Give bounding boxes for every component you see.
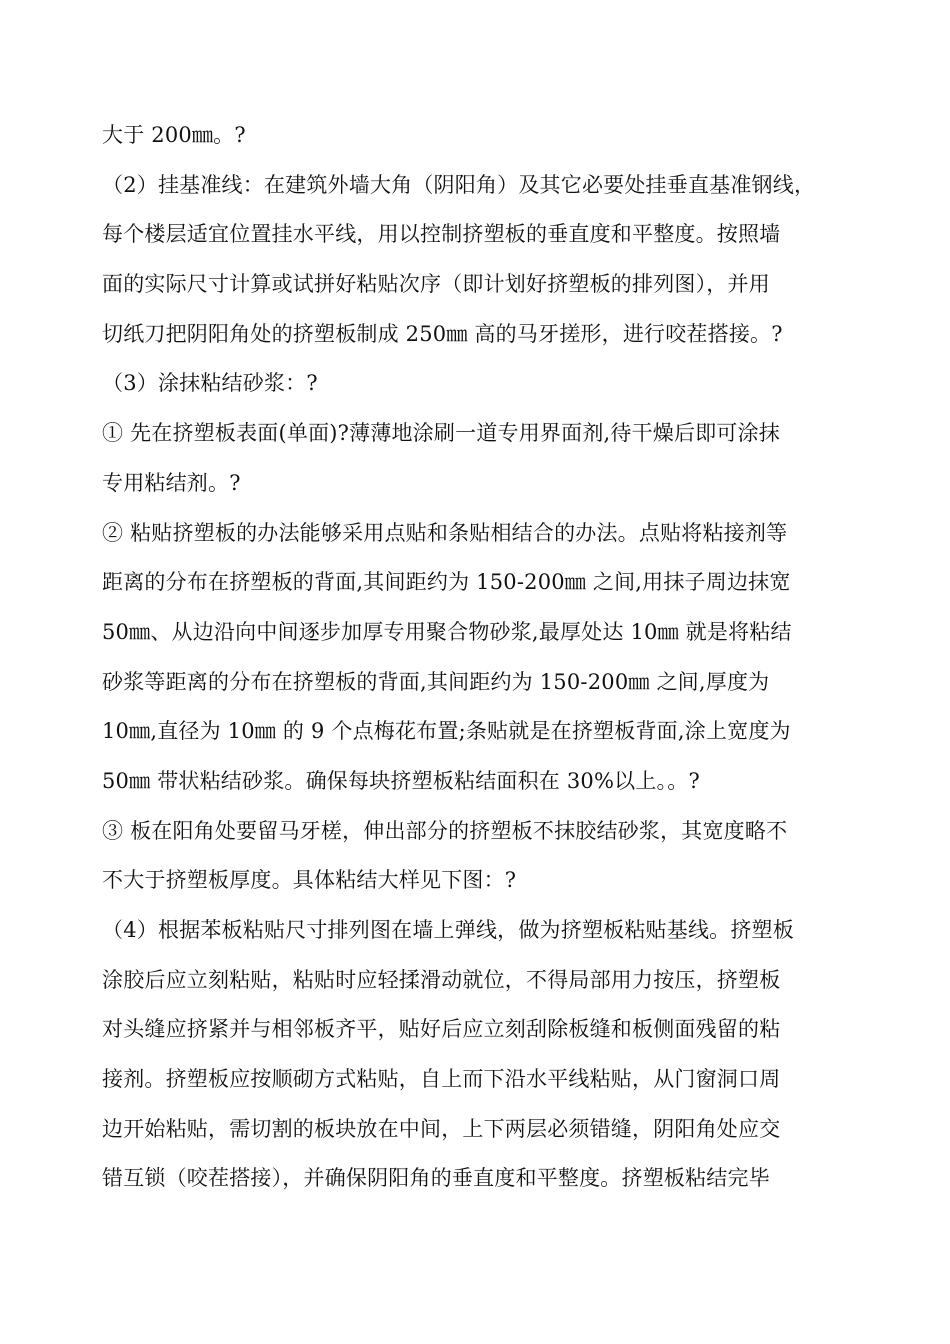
text-line: 涂胶后应立刻粘贴，粘贴时应轻揉滑动就位，不得局部用力按压，挤塑板 (102, 967, 781, 992)
text-line: （3）涂抹粘结砂浆：? (102, 371, 318, 396)
text-line: 面的实际尺寸计算或试拼好粘贴次序（即计划好挤塑板的排列图），并用 (102, 272, 770, 297)
text-line: 10㎜,直径为 10㎜ 的 9 个点梅花布置;条贴就是在挤塑板背面,涂上宽度为 (102, 719, 791, 744)
text-line: 接剂。挤塑板应按顺砌方式粘贴，自上而下沿水平线粘贴，从门窗洞口周 (102, 1067, 781, 1092)
text-line: 50㎜ 带状粘结砂浆。确保每块挤塑板粘结面积在 30%以上。。? (102, 768, 700, 793)
text-line: 砂浆等距离的分布在挤塑板的背面,其间距约为 150-200㎜ 之间,厚度为 (102, 669, 770, 694)
text-line: 大于 200㎜。? (102, 123, 246, 147)
text-line: ① 先在挤塑板表面(单面)?薄薄地涂刷一道专用界面剂,待干燥后即可涂抹 (102, 421, 780, 446)
text-line: 50㎜、从边沿向中间逐步加厚专用聚合物砂浆,最厚处达 10㎜ 就是将粘结 (102, 619, 792, 644)
text-line: 错互锁（咬茬搭接），并确保阴阳角的垂直度和平整度。挤塑板粘结完毕 (102, 1166, 770, 1191)
document-body (102, 111, 842, 1204)
text-line: ③ 板在阳角处要留马牙槎，伸出部分的挤塑板不抹胶结砂浆，其宽度略不 (102, 818, 788, 843)
text-line: （2）挂基准线：在建筑外墙大角（阴阳角）及其它必要处挂垂直基准钢线， (102, 172, 816, 197)
text-line: 专用粘结剂。? (102, 470, 241, 495)
text-line: 切纸刀把阴阳角处的挤塑板制成 250㎜ 高的马牙搓形，进行咬茬搭接。? (102, 321, 783, 346)
text-line: 每个楼层适宜位置挂水平线，用以控制挤塑板的垂直度和平整度。按照墙 (102, 222, 781, 247)
text-line: 边开始粘贴，需切割的板块放在中间，上下两层必须错缝，阴阳角处应交 (102, 1116, 781, 1141)
text-line: 不大于挤塑板厚度。具体粘结大样见下图：? (102, 868, 517, 893)
text-line: 距离的分布在挤塑板的背面,其间距约为 150-200㎜ 之间,用抹子周边抹宽 (102, 570, 791, 595)
text-line: （4）根据苯板粘贴尺寸排列图在墙上弹线，做为挤塑板粘贴基线。挤塑板 (102, 918, 794, 942)
text-line: 对头缝应挤紧并与相邻板齐平，贴好后应立刻刮除板缝和板侧面残留的粘 (102, 1017, 781, 1042)
text-line: ② 粘贴挤塑板的办法能够采用点贴和条贴相结合的办法。点贴将粘接剂等 (102, 520, 788, 545)
